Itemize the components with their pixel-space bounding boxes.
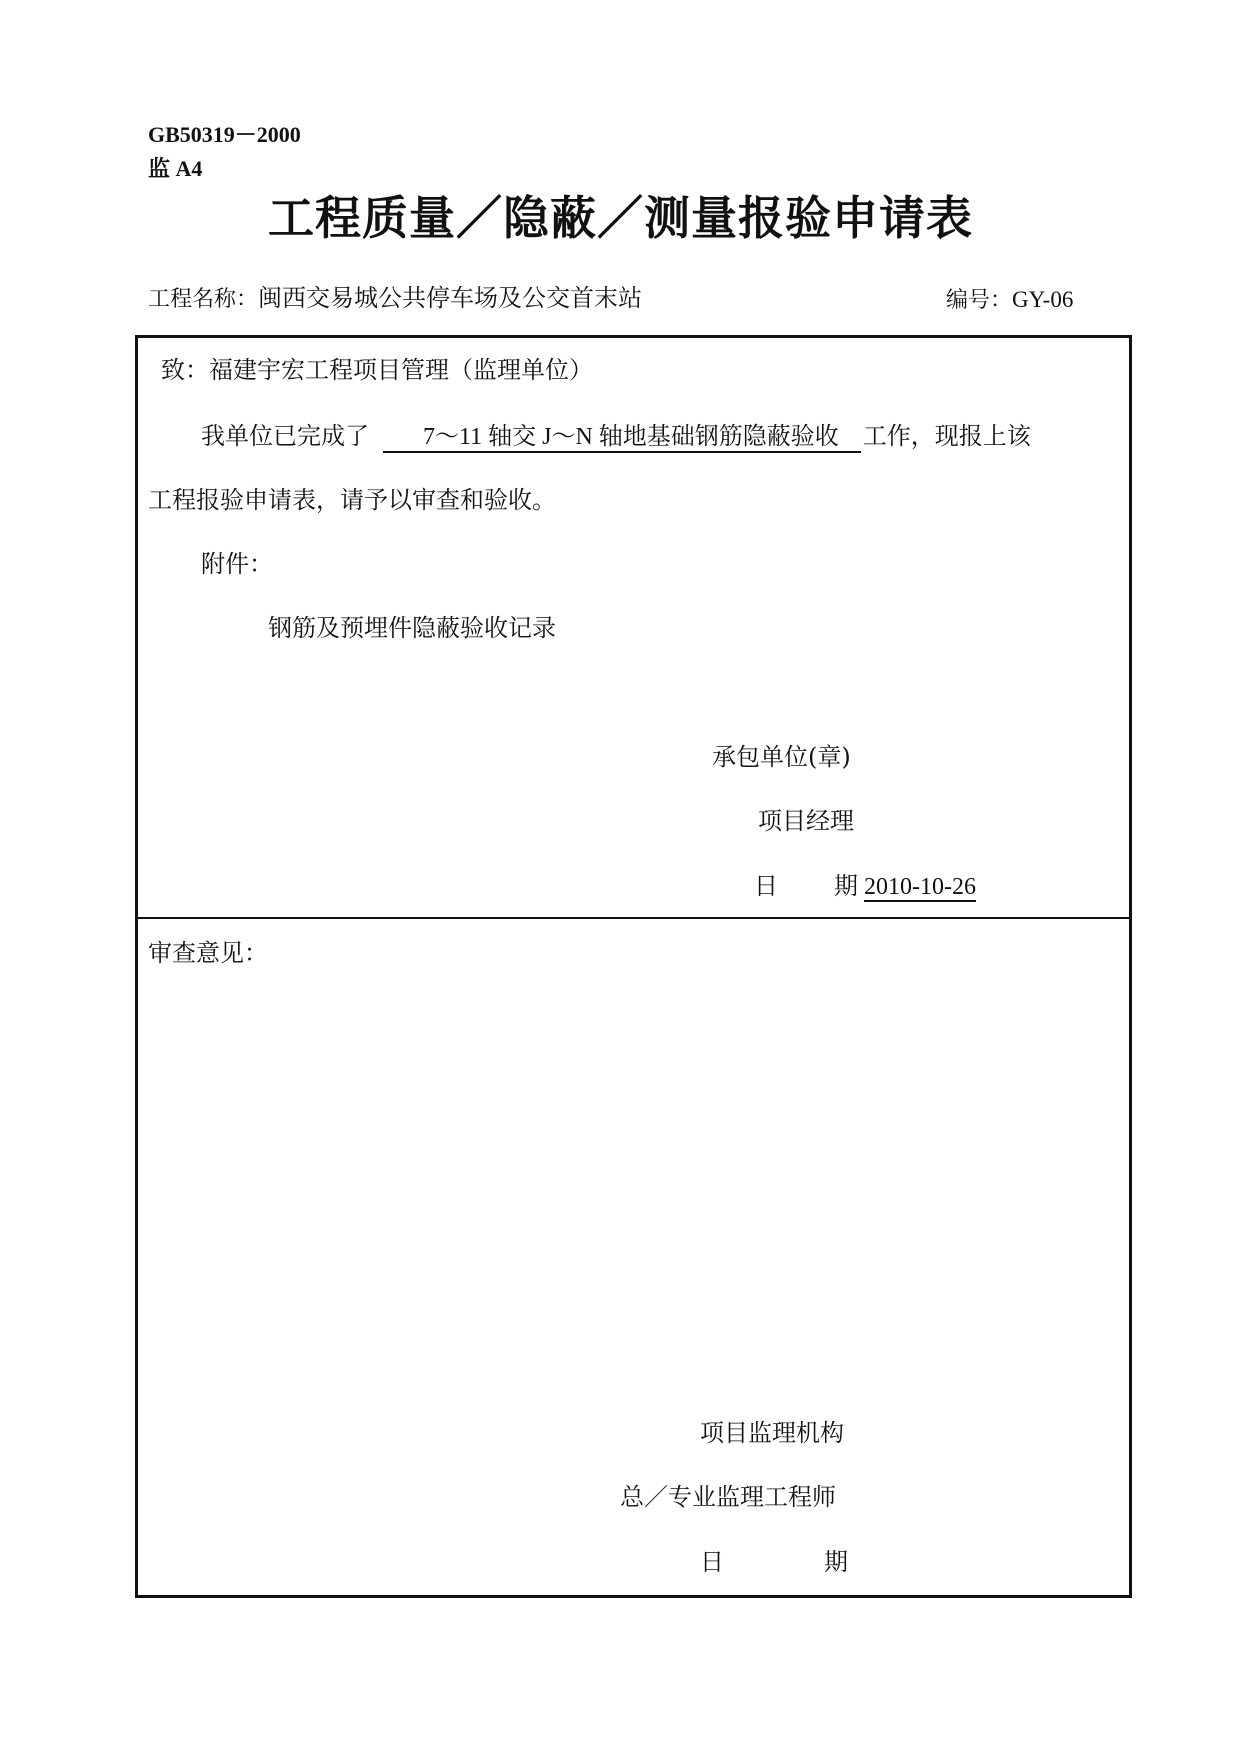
standard-code: GB50319－2000 <box>148 122 301 147</box>
document-number-label: 编号： <box>946 288 1013 313</box>
page-title: 工程质量／隐蔽／测量报验申请表 <box>268 191 973 245</box>
supervision-org-label: 项目监理机构 <box>700 1419 844 1447</box>
form-border <box>135 335 1132 1598</box>
application-date-line <box>754 870 976 903</box>
review-date-line <box>700 1546 848 1578</box>
project-manager-label: 项目经理 <box>758 807 854 835</box>
attachment-label: 附件： <box>201 550 273 578</box>
application-body-line-2: 工程报验申请表，请予以审查和验收。 <box>148 486 556 514</box>
application-body-line-1 <box>201 420 1031 453</box>
contractor-seal-label: 承包单位(章) <box>712 743 851 771</box>
work-item-value: 7～11 轴交 J～N 轴地基础钢筋隐蔽验收 <box>383 423 861 453</box>
project-name-value: 闽西交易城公共停车场及公交首末站 <box>258 284 643 312</box>
section-divider <box>135 917 1132 919</box>
body-suffix: 工作，现报上该 <box>862 422 1031 450</box>
body-prefix: 我单位已完成了 <box>201 422 369 450</box>
review-opinion-label: 审查意见： <box>148 939 268 967</box>
document-number-line <box>946 284 1073 317</box>
date-label-period: 期 <box>834 872 858 900</box>
review-date-label-day: 日 <box>700 1548 724 1576</box>
supervision-engineer-label: 总／专业监理工程师 <box>620 1483 836 1511</box>
date-label-day: 日 <box>754 872 778 900</box>
attachment-item: 钢筋及预埋件隐蔽验收记录 <box>268 614 556 642</box>
addressee-line: 致：福建宇宏工程项目管理（监理单位） <box>161 356 593 384</box>
project-name-label: 工程名称： <box>148 287 259 312</box>
review-date-label-period: 期 <box>824 1548 848 1576</box>
application-date-value: 2010-10-26 <box>864 874 976 900</box>
form-code: 监 A4 <box>148 156 203 181</box>
document-number-value: GY-06 <box>1012 287 1074 312</box>
project-name-line <box>148 282 642 316</box>
